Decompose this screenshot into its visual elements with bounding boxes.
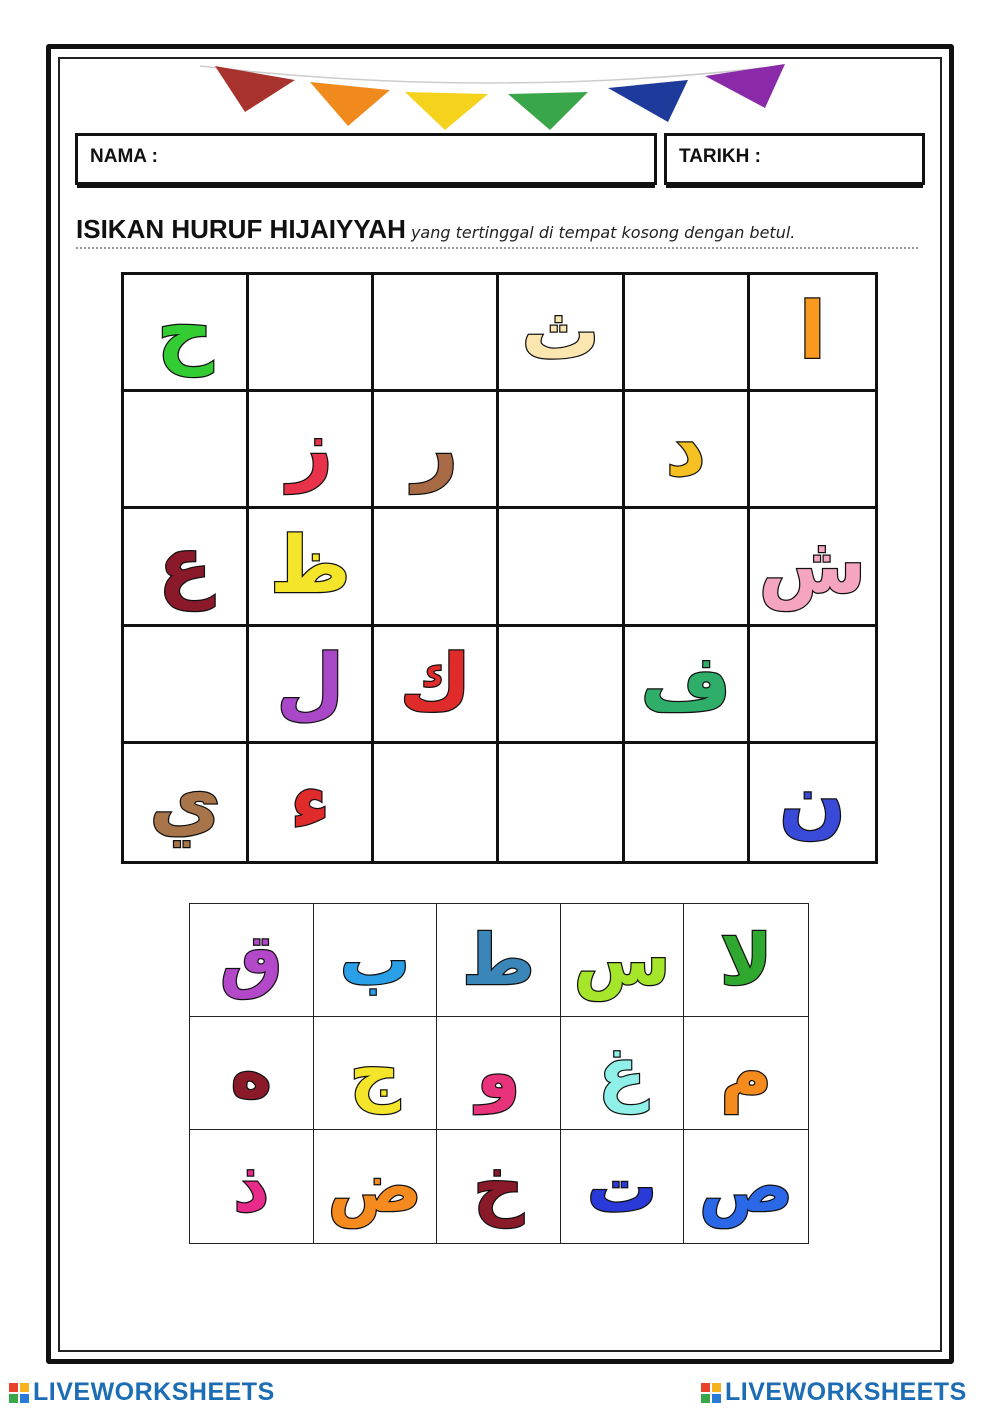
puzzle-empty-drop-cell[interactable] — [499, 744, 624, 861]
hijaiyah-letter: ج — [349, 1032, 401, 1114]
bank-letter-cell[interactable] — [190, 1017, 314, 1130]
hijaiyah-letter: ش — [758, 521, 867, 612]
hijaiyah-letter: ك — [399, 638, 472, 729]
hijaiyah-letter: ح — [156, 287, 214, 378]
liveworksheets-icon — [700, 1382, 722, 1404]
bank-letter-cell[interactable] — [684, 904, 808, 1017]
footer-logo-left[interactable] — [8, 1378, 275, 1407]
puzzle-letter-cell — [750, 509, 875, 626]
bank-letter-cell[interactable] — [561, 1130, 685, 1243]
puzzle-empty-drop-cell[interactable] — [750, 627, 875, 744]
puzzle-letter-cell — [249, 744, 374, 861]
hijaiyah-letter: ل — [276, 638, 345, 729]
puzzle-empty-drop-cell[interactable] — [124, 627, 249, 744]
puzzle-empty-drop-cell[interactable] — [374, 509, 499, 626]
puzzle-empty-drop-cell[interactable] — [499, 509, 624, 626]
footer-brand-text: LIVEWORKSHEETS — [725, 1378, 967, 1406]
puzzle-letter-cell — [249, 392, 374, 509]
bank-letter-cell[interactable] — [684, 1017, 808, 1130]
hijaiyah-letter: ي — [149, 757, 221, 848]
bank-letter-cell[interactable] — [314, 1017, 438, 1130]
puzzle-empty-drop-cell[interactable] — [249, 275, 374, 392]
hijaiyah-letter: ء — [290, 757, 331, 848]
bank-letter-cell[interactable] — [684, 1130, 808, 1243]
puzzle-empty-drop-cell[interactable] — [499, 392, 624, 509]
puzzle-letter-cell — [374, 392, 499, 509]
hijaiyah-letter: ن — [779, 757, 846, 848]
footer-logo-right[interactable] — [700, 1378, 967, 1407]
bunting-flag — [215, 66, 295, 112]
bunting-flag — [310, 82, 390, 126]
puzzle-empty-drop-cell[interactable] — [124, 392, 249, 509]
puzzle-letter-cell — [625, 392, 750, 509]
puzzle-letter-cell — [124, 275, 249, 392]
footer-brand-text: LIVEWORKSHEETS — [33, 1378, 275, 1406]
hijaiyah-letter: ه — [230, 1032, 272, 1114]
puzzle-letter-cell — [625, 627, 750, 744]
puzzle-letter-cell — [124, 744, 249, 861]
puzzle-empty-drop-cell[interactable] — [625, 744, 750, 861]
puzzle-letter-cell — [750, 275, 875, 392]
liveworksheets-icon — [8, 1382, 30, 1404]
bunting-flag — [705, 64, 785, 108]
bank-letter-cell[interactable] — [561, 1017, 685, 1130]
bank-letter-cell[interactable] — [314, 904, 438, 1017]
puzzle-empty-drop-cell[interactable] — [499, 627, 624, 744]
hijaiyah-letter: ب — [339, 919, 411, 1001]
puzzle-empty-drop-cell[interactable] — [625, 275, 750, 392]
instruction-body: yang tertinggal di tempat kosong dengan betul. — [405, 223, 796, 242]
puzzle-letter-cell — [249, 509, 374, 626]
puzzle-empty-drop-cell[interactable] — [374, 744, 499, 861]
bunting-flag — [608, 80, 688, 122]
hijaiyah-letter: ث — [521, 287, 600, 378]
bunting-flag — [508, 92, 588, 130]
bunting-decoration — [190, 60, 790, 140]
hijaiyah-letter: غ — [598, 1032, 646, 1114]
date-field[interactable] — [664, 133, 925, 185]
hijaiyah-letter: س — [573, 919, 671, 1001]
hijaiyah-letter: ا — [799, 287, 826, 378]
puzzle-letter-cell — [499, 275, 624, 392]
bank-letter-cell[interactable] — [561, 904, 685, 1017]
hijaiyah-letter: ظ — [269, 521, 351, 612]
hijaiyah-letter: لا — [720, 919, 773, 1001]
hijaiyah-letter: ق — [220, 919, 283, 1001]
puzzle-letter-cell — [374, 627, 499, 744]
hijaiyah-letter: ص — [699, 1145, 794, 1228]
hijaiyah-letter: ض — [327, 1145, 422, 1228]
bank-letter-cell[interactable] — [314, 1130, 438, 1243]
hijaiyah-letter: خ — [473, 1145, 524, 1228]
name-field[interactable] — [75, 133, 657, 185]
hijaiyah-letter: ت — [586, 1145, 658, 1228]
name-label: NAMA : — [90, 146, 158, 167]
hijaiyah-letter: ذ — [233, 1145, 270, 1228]
puzzle-empty-drop-cell[interactable] — [374, 275, 499, 392]
hijaiyah-letter: ف — [640, 638, 732, 729]
letter-puzzle-grid — [121, 272, 878, 864]
instruction-text — [76, 214, 918, 249]
bank-letter-cell[interactable] — [437, 1017, 561, 1130]
puzzle-letter-cell — [124, 509, 249, 626]
bank-letter-cell[interactable] — [190, 904, 314, 1017]
answer-letter-bank — [189, 903, 809, 1244]
date-label: TARIKH : — [679, 146, 761, 167]
bunting-flag — [405, 92, 488, 130]
hijaiyah-letter: م — [720, 1032, 772, 1114]
instruction-heading: ISIKAN HURUF HIJAIYYAH — [76, 214, 406, 244]
hijaiyah-letter: ز — [287, 404, 333, 495]
puzzle-letter-cell — [750, 744, 875, 861]
bank-letter-cell[interactable] — [437, 904, 561, 1017]
hijaiyah-letter: ط — [462, 919, 535, 1001]
puzzle-empty-drop-cell[interactable] — [625, 509, 750, 626]
hijaiyah-letter: ر — [412, 404, 458, 495]
hijaiyah-letter: د — [665, 404, 706, 495]
bank-letter-cell[interactable] — [437, 1130, 561, 1243]
puzzle-empty-drop-cell[interactable] — [750, 392, 875, 509]
bank-letter-cell[interactable] — [190, 1130, 314, 1243]
hijaiyah-letter: ع — [158, 521, 212, 612]
hijaiyah-letter: و — [476, 1032, 521, 1114]
puzzle-letter-cell — [249, 627, 374, 744]
